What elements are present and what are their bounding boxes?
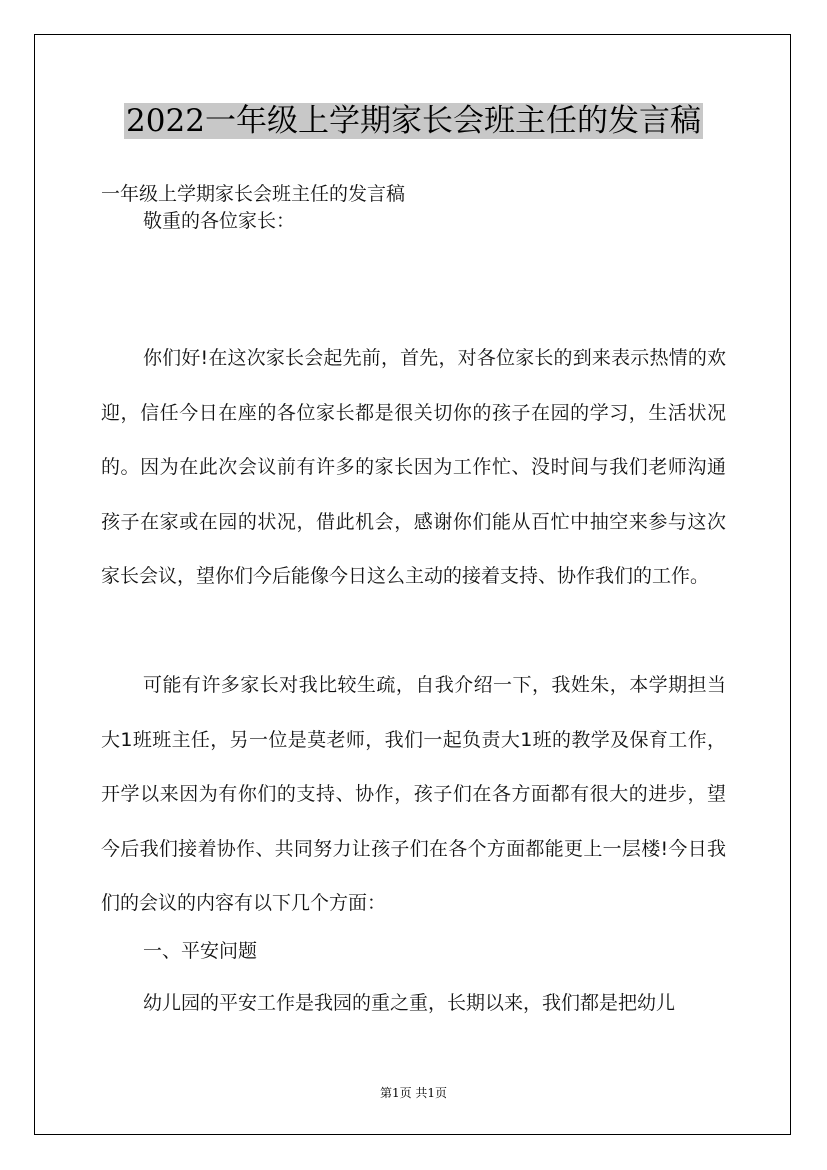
- paragraph-introduction: 可能有许多家长对我比较生疏，自我介绍一下，我姓朱，本学期担当大1班班主任，另一位是莫老师，我们一起负责大1班的教学及保育工作，开学以来因为有你们的支持、协作，孩子们在各方面都有很大的进步，望今后我们接着协作、共同努力让孩子们在各个方面都能更上一层楼!今日我们的会议的内容有以下几个方面：: [101, 674, 726, 914]
- document-title: [0, 98, 827, 144]
- document-subtitle: 一年级上学期家长会班主任的发言稿: [101, 183, 406, 205]
- greeting: 敬重的各位家长：: [143, 210, 296, 232]
- paragraph-welcome: 你们好!在这次家长会起先前，首先，对各位家长的到来表示热情的欢迎，信任今日在座的各位家长都是很关切你的孩子在园的学习，生活状况的。因为在此次会议前有许多的家长因为工作忙、没时间与我们老师沟通孩子在家或在园的状况，借此机会，感谢你们能从百忙中抽空来参与这次家长会议，望你们今后能像今日这么主动的接着支持、协作我们的工作。: [101, 347, 726, 587]
- document-title-text: 2022一年级上学期家长会班主任的发言稿: [126, 103, 701, 139]
- page-footer: 第1页 共1页: [379, 1086, 448, 1100]
- section-heading-safety: 一、平安问题: [143, 940, 258, 962]
- paragraph-safety: 幼儿园的平安工作是我园的重之重，长期以来，我们都是把幼儿: [143, 992, 676, 1014]
